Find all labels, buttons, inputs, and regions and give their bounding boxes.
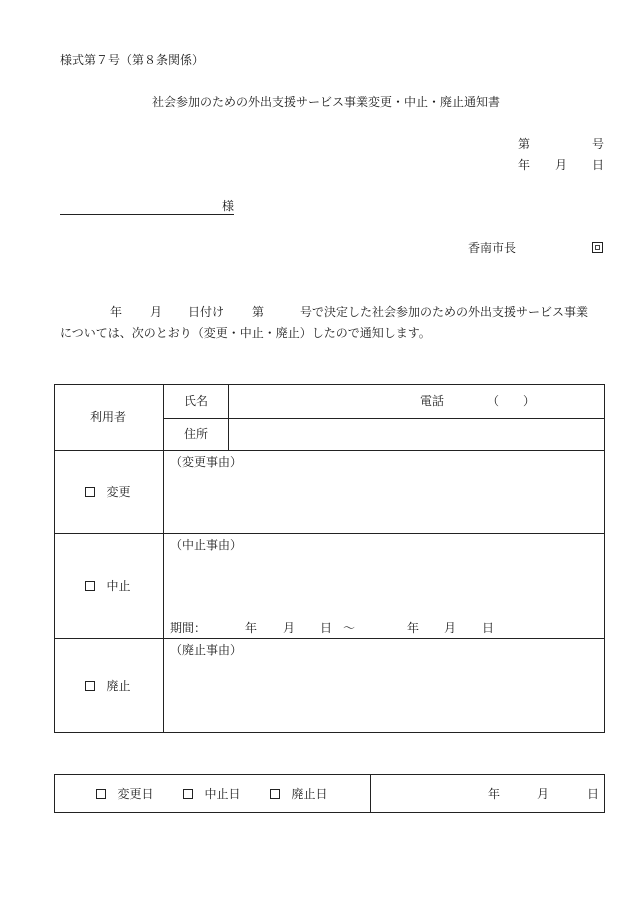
- footer-day: 日: [587, 787, 600, 801]
- abolish-date-label: 廃止日: [291, 787, 328, 801]
- address-label: 住所: [184, 427, 209, 441]
- abolish-label: 廃止: [106, 679, 131, 693]
- body-year: 年: [110, 305, 123, 319]
- col-divider-label: [228, 384, 229, 450]
- row-divider-suspend: [54, 638, 605, 639]
- abolish-checkbox[interactable]: [85, 681, 95, 691]
- suspend-date-checkbox[interactable]: [183, 789, 193, 799]
- suspend-checkbox[interactable]: [85, 581, 95, 591]
- name-label: 氏名: [184, 394, 209, 408]
- row-divider-change: [54, 533, 605, 534]
- change-date-label: 変更日: [117, 787, 154, 801]
- change-option[interactable]: [85, 486, 130, 498]
- issue-date-year: 年: [518, 158, 531, 172]
- phone-label: 電話: [420, 394, 445, 408]
- body-day: 日付け: [188, 305, 225, 319]
- change-date-option[interactable]: [96, 788, 153, 800]
- row-divider-user: [54, 450, 605, 451]
- period-tilde: ～: [343, 621, 356, 635]
- issue-date-month: 月: [555, 158, 568, 172]
- change-date-checkbox[interactable]: [96, 789, 106, 799]
- document-title: 社会参加のための外出支援サービス事業変更・中止・廃止通知書: [152, 95, 501, 109]
- body-no-prefix: 第: [252, 305, 265, 319]
- abolish-date-checkbox[interactable]: [270, 789, 280, 799]
- period-end-year: 年: [407, 621, 420, 635]
- change-checkbox[interactable]: [85, 487, 95, 497]
- doc-no-suffix: 号: [592, 137, 605, 151]
- period-label: 期間：: [170, 621, 207, 635]
- suspend-label: 中止: [106, 579, 131, 593]
- change-reason-label: （変更事由）: [170, 455, 243, 469]
- addressee-suffix: 様: [222, 199, 235, 213]
- suspend-date-option[interactable]: [183, 788, 240, 800]
- doc-no-prefix: 第: [518, 137, 531, 151]
- footer-year: 年: [488, 787, 501, 801]
- seal-icon: [592, 242, 603, 255]
- row-divider-name-address: [163, 418, 605, 419]
- abolish-date-option[interactable]: [270, 788, 327, 800]
- user-label: 利用者: [90, 410, 127, 424]
- period-end-day: 日: [482, 621, 495, 635]
- body-line2: については、次のとおり（変更・中止・廃止）したので通知します。: [60, 326, 431, 340]
- suspend-reason-label: （中止事由）: [170, 538, 243, 552]
- body-month: 月: [150, 305, 163, 319]
- abolish-reason-label: （廃止事由）: [170, 643, 243, 657]
- suspend-date-label: 中止日: [204, 787, 241, 801]
- suspend-option[interactable]: [85, 580, 130, 592]
- issue-date-day: 日: [592, 158, 605, 172]
- period-start-year: 年: [245, 621, 258, 635]
- footer-month: 月: [537, 787, 550, 801]
- period-start-month: 月: [283, 621, 296, 635]
- footer-col-divider: [370, 774, 371, 813]
- change-label: 変更: [106, 485, 131, 499]
- period-start-day: 日: [320, 621, 333, 635]
- form-number: 様式第７号（第８条関係）: [60, 53, 205, 67]
- body-line1-rest: 号で決定した社会参加のための外出支援サービス事業: [300, 305, 589, 319]
- addressee-line: [60, 214, 234, 215]
- main-table: [54, 384, 605, 733]
- phone-paren: （ ）: [487, 394, 536, 408]
- col-divider-main: [163, 384, 164, 733]
- period-end-month: 月: [444, 621, 457, 635]
- abolish-option[interactable]: [85, 680, 130, 692]
- issuer-name: 香南市長: [468, 241, 517, 255]
